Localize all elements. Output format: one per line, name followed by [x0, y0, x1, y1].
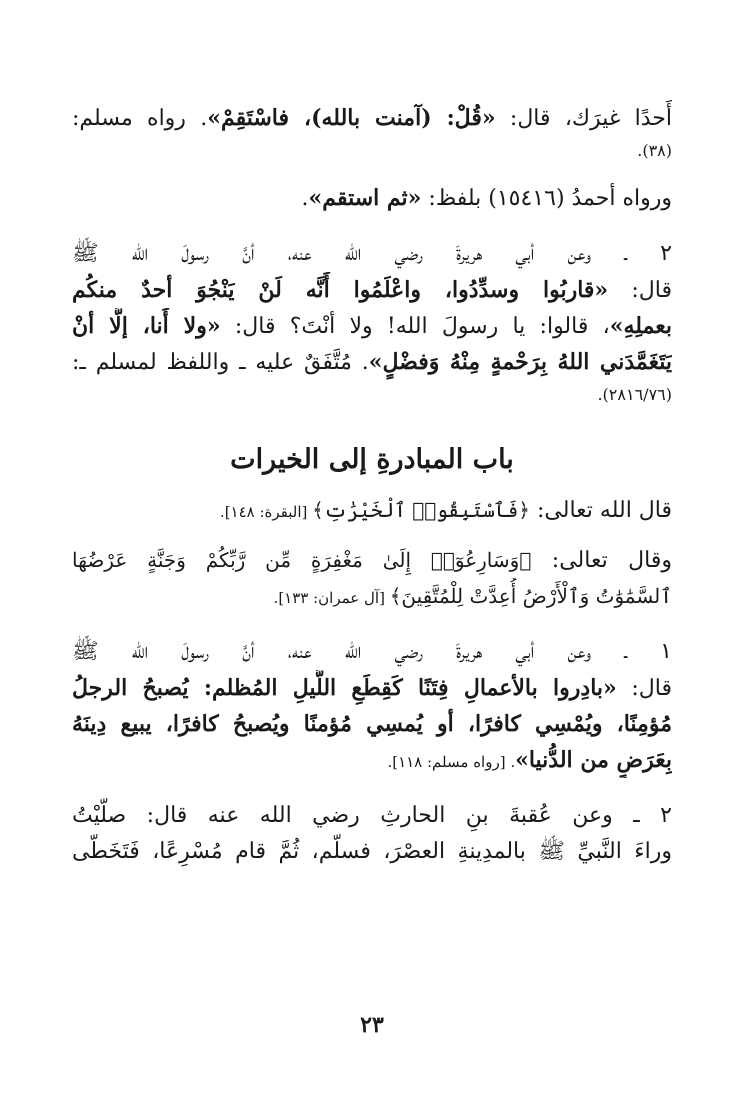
verse-reference: [البقرة: ١٤٨].: [219, 503, 313, 521]
text-run: أَحدًا غيرَك، قال:: [495, 106, 672, 131]
hadith-quote: «بادِروا بالأعمالِ فِتَنًا كَقِطَعِ اللَّيلِ المُظلم: يُصبحُ الرجلُ: [72, 675, 617, 701]
quran-line-2: [72, 542, 672, 578]
hadith-2b-intro: ٢ ـ وعن عُقبةَ بنِ الحارثِ رضي الله عنه قال: صلَّيْتُ: [72, 803, 672, 828]
text-run: قال:: [608, 278, 672, 303]
text-run: وقال تعالى:: [531, 548, 672, 573]
quran-verse: ﴿وَسَارِعُوٓا۟ إِلَىٰ مَغْفِرَةٍ مِّن رَّبِّكُمْ وَجَنَّةٍ عَرْضُهَا: [72, 548, 532, 572]
hadith-quote: «قاربُوا وسدِّدُوا، واعْلَمُوا أَنَّه لَنْ يَنْجُوَ أحدٌ منكُم: [72, 277, 609, 303]
text-line-5: [72, 272, 672, 308]
text-run: ، قالوا: يا رسولَ الله! ولا أنْتَ؟ قال:: [220, 314, 610, 339]
reference-line: (٣٨).: [637, 141, 672, 160]
hadith-quote: يَتَغَمَّدَني اللهُ بِرَحْمةٍ مِنْهُ وَفضْلٍ»: [368, 349, 672, 375]
text-line-13: [72, 670, 672, 706]
quran-verse: ٱلسَّمَٰوَٰتُ وَٱلْأَرْضُ أُعِدَّتْ لِلْمُتَّقِينَ﴾: [389, 584, 672, 608]
text-line-6: [72, 308, 672, 344]
text-line-3: [72, 180, 672, 216]
quran-line-3: [72, 578, 672, 614]
text-run: . رواه مسلم:: [72, 106, 208, 131]
text-run: .: [301, 186, 309, 211]
reference-line: (٢٨١٦/٧٦).: [597, 385, 672, 404]
quran-line-1: [72, 492, 672, 528]
hadith-quote: «ثم استقم»: [308, 185, 422, 211]
text-run: قال:: [616, 676, 672, 701]
text-line-7: [72, 344, 672, 380]
text-line-1: [72, 100, 672, 136]
hadith-1-intro: ١ ـ وعن أبي هريرةَ رضي الله عنه، أنَّ رسولَ الله ﷺ: [72, 639, 672, 664]
hadith-quote: «ولا أَنا، إلَّا أنْ: [72, 313, 221, 339]
quran-verse: ﴿فَٱسْتَبِقُوا۟ ٱلْخَيْرَٰتِ﴾: [312, 498, 531, 522]
verse-reference: . [رواه مسلم: ١١٨].: [387, 753, 516, 771]
text-run: ورواه أحمدُ (١٥٤١٦) بلفظ:: [421, 186, 672, 211]
hadith-quote: بِعَرَضٍ من الدُّنيا»: [515, 747, 672, 773]
text-run: قال الله تعالى:: [530, 498, 672, 523]
chapter-heading: باب المبادرةِ إلى الخيرات: [230, 444, 514, 475]
text-line-14: مُؤمِنًا، ويُمْسِي كافرًا، أو يُمسِي مُؤمنًا ويُصبحُ كافرًا، يبيع دِينَهُ: [72, 711, 672, 737]
hadith-2-intro: ٢ ـ وعن أبي هريرةَ رضي الله عنه، أنَّ رسولَ الله ﷺ: [72, 241, 672, 266]
text-line-15: [72, 742, 672, 778]
hadith-quote: «قُلْ: (آمنت بالله)، فاسْتَقِمْ»: [207, 105, 496, 131]
page-number: ٢٣: [360, 1012, 384, 1038]
text-line-17: وراءَ النَّبيِّ ﷺ بالمدِينةِ العصْرَ، فسلَّم، ثُمَّ قام مُسْرِعًا، فَتَخَطَّى: [72, 839, 672, 864]
text-run: . مُتَّفَقٌ عليه ـ واللفظ لمسلم ـ:: [72, 350, 369, 375]
hadith-quote: بعملِهِ»: [609, 313, 672, 339]
verse-reference: [آل عمران: ١٣٣].: [273, 589, 390, 607]
